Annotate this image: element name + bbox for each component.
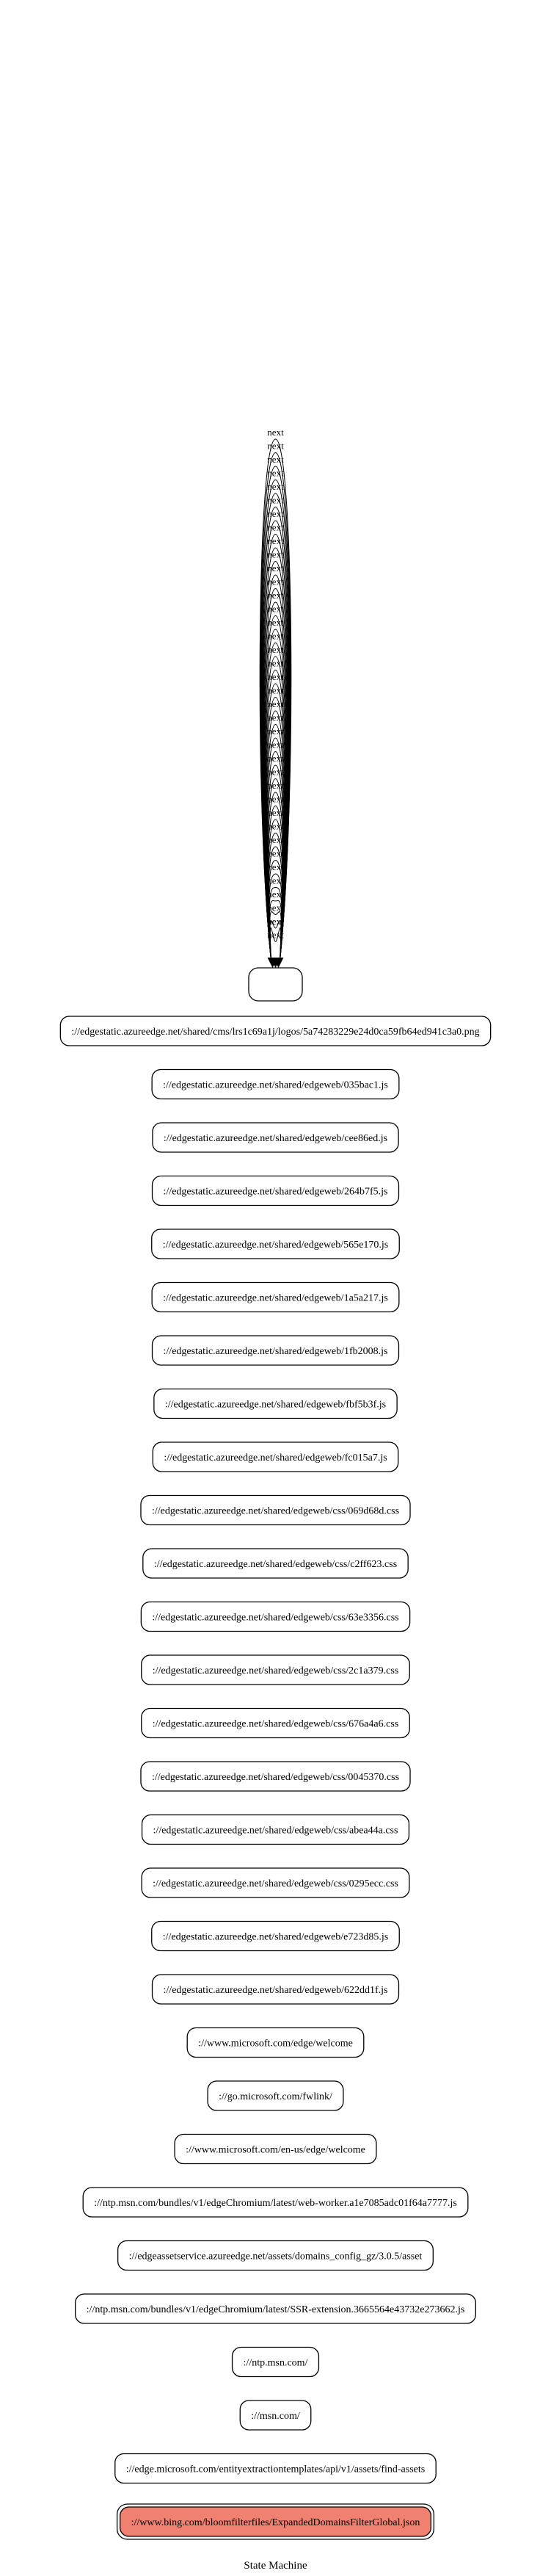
state-node-label: ://edgestatic.azureedge.net/shared/edgeweb/css/abea44a.css	[153, 1825, 398, 1837]
state-node[interactable]	[60, 1016, 490, 1046]
state-node[interactable]	[208, 2081, 343, 2110]
edge-label-next: next	[267, 603, 284, 615]
edge-label-next: next	[267, 834, 284, 845]
edge-label-next: next	[267, 793, 284, 805]
state-node[interactable]	[153, 1442, 398, 1472]
edge-label-next: next	[267, 902, 284, 913]
edge-label-next: next	[267, 521, 284, 533]
state-node[interactable]	[153, 1336, 399, 1365]
state-node-label: ://edgeassetservice.azureedge.net/assets/domains_config_gz/3.0.5/asset	[128, 2251, 423, 2262]
edge-label-next: next	[267, 916, 284, 927]
edge-label-next: next	[267, 807, 284, 818]
edge-label-next: next	[267, 549, 284, 560]
edge-label-next: next	[267, 753, 284, 764]
state-node[interactable]	[141, 1496, 410, 1525]
state-node[interactable]	[175, 2135, 376, 2164]
state-node[interactable]	[142, 1815, 409, 1845]
state-node-label: ://www.microsoft.com/en-us/edge/welcome	[186, 2144, 365, 2156]
state-node[interactable]	[233, 2348, 319, 2377]
state-node-label: ://edgestatic.azureedge.net/shared/edgeweb/css/0045370.css	[151, 1772, 400, 1783]
state-node[interactable]	[118, 2241, 434, 2271]
edge-label-next: next	[267, 657, 284, 669]
state-node-label: ://go.microsoft.com/fwlink/	[219, 2091, 332, 2102]
edge-label-next: next	[267, 780, 284, 791]
diagram-caption: State Machine	[244, 2560, 307, 2572]
state-node[interactable]	[76, 2294, 476, 2323]
edge-label-next: next	[267, 739, 284, 750]
state-node[interactable]	[143, 1549, 408, 1578]
edge-label-next: next	[267, 766, 284, 778]
state-node-label: ://edgestatic.azureedge.net/shared/edgeweb/035bac1.js	[163, 1079, 388, 1091]
edge-label-next: next	[267, 427, 284, 438]
state-node-label: ://edgestatic.azureedge.net/shared/edgeweb/css/676a4a6.css	[152, 1718, 399, 1730]
self-loop-edges	[260, 427, 291, 968]
state-node-final[interactable]	[117, 2504, 434, 2539]
state-node[interactable]	[141, 1762, 410, 1791]
state-node-label: ://edgestatic.azureedge.net/shared/edgeweb/fbf5b3f.js	[164, 1399, 387, 1411]
edge-label-next: next	[267, 440, 284, 452]
edge-label-next: next	[267, 617, 284, 628]
state-node[interactable]	[152, 1229, 400, 1259]
state-node-label: ://edgestatic.azureedge.net/shared/edgeweb/css/2c1a379.css	[152, 1665, 399, 1676]
edge-label-next: next	[267, 644, 284, 655]
edge-label-next: next	[267, 671, 284, 682]
state-node[interactable]	[152, 1283, 399, 1312]
state-node-label: ://edge.microsoft.com/entityextractiontemplates/api/v1/assets/find-assets	[125, 2464, 426, 2475]
edge-label-next: next	[267, 454, 284, 465]
edge-label-next: next	[267, 562, 284, 574]
state-node[interactable]	[187, 2028, 364, 2058]
state-node[interactable]	[153, 1176, 399, 1206]
state-node-label: ://www.microsoft.com/edge/welcome	[198, 2038, 353, 2049]
state-node-label: ://edgestatic.azureedge.net/shared/edgeweb/622dd1f.js	[163, 1985, 388, 1996]
state-node[interactable]	[141, 1602, 409, 1632]
edge-label-next: next	[267, 712, 284, 723]
state-node-label: ://edgestatic.azureedge.net/shared/edgeweb/css/c2ff623.css	[153, 1559, 398, 1570]
state-node-label: ://ntp.msn.com/bundles/v1/edgeChromium/latest/SSR-extension.3665564e43732e273662.js	[86, 2304, 465, 2315]
edge-label-next: next	[267, 467, 284, 479]
state-node-label: ://edgestatic.azureedge.net/shared/edgeweb/css/0295ecc.css	[153, 1878, 398, 1889]
edge-label-next: next	[267, 630, 284, 642]
edge-label-next: next	[267, 590, 284, 601]
state-node-label: ://edgestatic.azureedge.net/shared/edgeweb/1a5a217.js	[163, 1292, 388, 1304]
state-node-label: ://edgestatic.azureedge.net/shared/edgeweb/e723d85.js	[162, 1931, 389, 1943]
state-node[interactable]	[153, 1975, 399, 2004]
state-node-label: ://edgestatic.azureedge.net/shared/cms/lrs1c69a1j/logos/5a74283229e24d0ca59fb64ed941c3a0.png	[71, 1027, 480, 1038]
edge-label-next: next	[267, 889, 284, 900]
state-node-label: ://ntp.msn.com/bundles/v1/edgeChromium/latest/web-worker.a1e7085adc01f64a7777.js	[94, 2198, 457, 2209]
state-node[interactable]	[142, 1868, 409, 1897]
edge-label-next: next	[267, 535, 284, 546]
edge-label-next: next	[267, 929, 284, 941]
edge-label-next: next	[267, 820, 284, 832]
state-node[interactable]	[115, 2454, 436, 2483]
state-node-label: ://edgestatic.azureedge.net/shared/edgeweb/css/069d68d.css	[151, 1505, 400, 1517]
edge-label-next: next	[267, 847, 284, 859]
state-node[interactable]	[152, 1070, 399, 1099]
state-node-label: ://edgestatic.azureedge.net/shared/edgeweb/264b7f5.js	[163, 1186, 388, 1198]
state-node[interactable]	[154, 1389, 397, 1419]
state-node-label: ://edgestatic.azureedge.net/shared/edgeweb/1fb2008.js	[163, 1346, 388, 1357]
edge-label-next: next	[267, 576, 284, 587]
state-node[interactable]	[152, 1922, 400, 1951]
state-node-label: ://edgestatic.azureedge.net/shared/edgeweb/fc015a7.js	[164, 1452, 387, 1464]
state-node-label: ://ntp.msn.com/	[243, 2357, 308, 2369]
state-node-label: ://msn.com/	[251, 2411, 300, 2422]
edge-label-next: next	[267, 698, 284, 709]
edge-label-next: next	[267, 508, 284, 519]
state-nodes	[60, 1016, 490, 2539]
edge-label-next: next	[267, 494, 284, 506]
state-node-label: ://edgestatic.azureedge.net/shared/edgeweb/565e170.js	[162, 1240, 389, 1251]
state-node[interactable]	[83, 2188, 468, 2217]
state-node-label: ://edgestatic.azureedge.net/shared/edgeweb/cee86ed.js	[163, 1133, 388, 1144]
state-node-initial[interactable]	[249, 968, 302, 1001]
state-node[interactable]	[153, 1123, 398, 1152]
edge-label-next: next	[267, 684, 284, 696]
edge-label-next: next	[267, 481, 284, 492]
state-node-label: ://www.bing.com/bloomfilterfiles/ExpandedDomainsFilterGlobal.json	[131, 2517, 420, 2528]
state-node[interactable]	[240, 2400, 311, 2430]
state-node-label: ://edgestatic.azureedge.net/shared/edgeweb/css/63e3356.css	[152, 1612, 399, 1624]
state-node[interactable]	[142, 1655, 409, 1685]
edge-label-next: next	[267, 861, 284, 872]
edge-label-next: next	[267, 875, 284, 886]
edge-label-next: next	[267, 726, 284, 737]
state-node[interactable]	[142, 1709, 409, 1738]
